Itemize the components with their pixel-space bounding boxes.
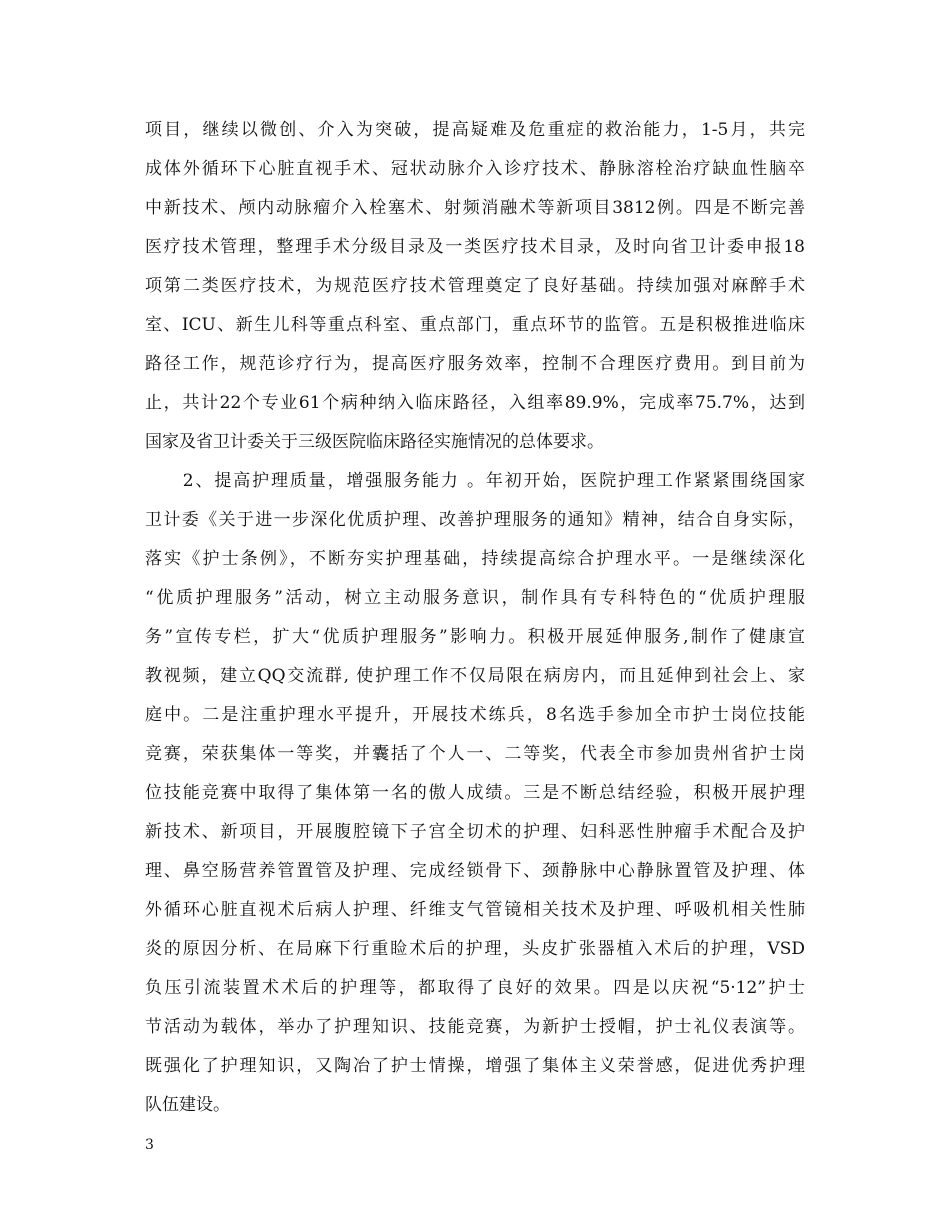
text-line: 教视频，建立QQ交流群, 使护理工作不仅局限在病房内，而且延伸到社会上、家 [145,666,805,686]
text-line: 国家及省卫计委关于三级医院临床路径实施情况的总体要求。 [145,432,604,452]
text-line: 2、提高护理质量，增强服务能力 。年初开始，医院护理工作紧紧围绕国家 [145,471,805,491]
text-line: 项目，继续以微创、介入为突破，提高疑难及危重症的救治能力，1-5月，共完 [145,120,805,140]
text-line: 位技能竞赛中取得了集体第一名的傲人成绩。三是不断总结经验，积极开展护理 [145,783,805,803]
text-line: 竞赛，荣获集体一等奖，并囊括了个人一、二等奖，代表全市参加贵州省护士岗 [145,744,805,764]
text-line: 节活动为载体，举办了护理知识、技能竞赛，为新护士授帽，护士礼仪表演等。 [145,1017,805,1037]
text-line: 务”宣传专栏，扩大“优质护理服务”影响力。积极开展延伸服务,制作了健康宣 [145,627,805,647]
text-line: 负压引流装置术术后的护理等，都取得了良好的效果。四是以庆祝“5·12”护士 [145,978,805,998]
text-line: 卫计委《关于进一步深化优质护理、改善护理服务的通知》精神，结合自身实际， [145,510,805,530]
text-line: 项第二类医疗技术，为规范医疗技术管理奠定了良好基础。持续加强对麻醉手术 [145,276,805,296]
text-line: 既强化了护理知识，又陶冶了护士情操，增强了集体主义荣誉感，促进优秀护理 [145,1056,805,1076]
text-line: 室、ICU、新生儿科等重点科室、重点部门，重点环节的监管。五是积极推进临床 [145,315,805,335]
text-line: 止，共计22个专业61个病种纳入临床路径，入组率89.9%，完成率75.7%，达到 [145,393,805,413]
text-line: 落实《护士条例》，不断夯实护理基础，持续提高综合护理水平。一是继续深化 [145,549,805,569]
text-line: 炎的原因分析、在局麻下行重睑术后的护理，头皮扩张器植入术后的护理，VSD [145,939,805,959]
text-line: “优质护理服务”活动，树立主动服务意识，制作具有专科特色的“优质护理服 [145,588,805,608]
text-line: 新技术、新项目，开展腹腔镜下子宫全切术的护理、妇科恶性肿瘤手术配合及护 [145,822,805,842]
page-number: 3 [145,1137,154,1153]
text-line: 外循环心脏直视术后病人护理、纤维支气管镜相关技术及护理、呼吸机相关性肺 [145,900,805,920]
body-text [145,111,805,1125]
text-line: 理、鼻空肠营养管置管及护理、完成经锁骨下、颈静脉中心静脉置管及护理、体 [145,861,805,881]
text-line: 队伍建设。 [145,1095,230,1115]
text-line: 路径工作，规范诊疗行为，提高医疗服务效率，控制不合理医疗费用。到目前为 [145,354,805,374]
text-line: 庭中。二是注重护理水平提升，开展技术练兵，8名选手参加全市护士岗位技能 [145,705,805,725]
text-line: 医疗技术管理，整理手术分级目录及一类医疗技术目录，及时向省卫计委申报18 [145,237,805,257]
text-line: 中新技术、颅内动脉瘤介入栓塞术、射频消融术等新项目3812例。四是不断完善 [145,198,805,218]
text-line: 成体外循环下心脏直视手术、冠状动脉介入诊疗技术、静脉溶栓治疗缺血性脑卒 [145,159,805,179]
